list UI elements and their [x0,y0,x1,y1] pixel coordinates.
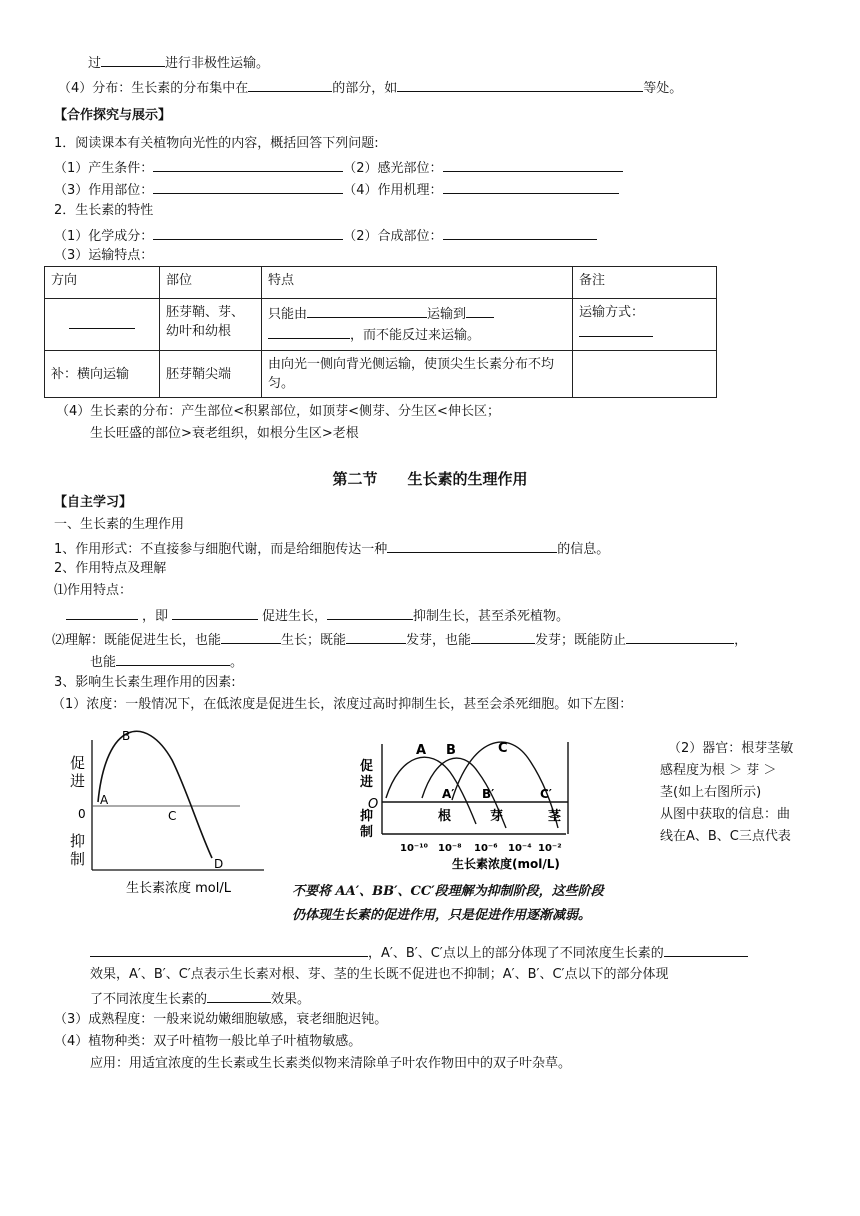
text: （2）合成部位： [343,229,443,244]
text: （1）化学成分： [54,229,154,244]
table-header: 部位 [160,267,262,299]
species-line: （4）植物种类：双子叶植物一般比单子叶植物敏感。 [54,1034,362,1049]
text: 效果。 [271,992,311,1007]
series-label-root: 根 [438,809,452,824]
y-label-inhibit-1: 抑 [360,809,374,824]
text: ，而不能反过来运输。 [350,328,481,343]
heading-self-study: 【自主学习】 [54,495,133,510]
curve-root [386,757,476,824]
text: 生长；既能 [281,633,347,648]
blank[interactable] [90,942,368,957]
q1-row1 [54,157,623,178]
curve [98,731,212,858]
table-cell: 胚芽鞘尖端 [160,351,262,398]
table-cell: 由向光一侧向背光侧运输，使顶尖生长素分布不均匀。 [262,351,573,398]
distribution-line1: （4）生长素的分布：产生部位<积累部位，如顶芽<侧芽、分生区<伸长区； [56,404,500,419]
peak-label-c: C [498,741,508,756]
point-label-d: D [214,857,224,871]
series-label-stem: 茎 [548,809,562,824]
x-tick: 10⁻¹⁰ [400,843,428,854]
s3-heading: 3、影响生长素生理作用的因素: [54,675,236,690]
q2-row2: （3）运输特点： [54,248,154,263]
blank[interactable] [69,314,135,329]
line-distribution [58,77,682,98]
text: 发芽；既能防止 [535,633,627,648]
y-label-promote-1: 促 [360,759,374,774]
zero-label-b: B′ [482,787,495,801]
blank[interactable] [626,629,734,644]
distribution-line2: 生长旺盛的部位>衰老组织，如根分生区>老根 [90,426,359,441]
text: （4）作用机理： [343,183,443,198]
blank[interactable] [207,988,271,1003]
blank[interactable] [466,303,494,318]
text: 的信息。 [557,542,610,557]
text: 1、作用形式：不直接参与细胞代谢，而是给细胞传达一种 [54,542,388,557]
explain-line3 [90,988,310,1009]
blank[interactable] [346,629,406,644]
s1-form [54,538,609,559]
text: 了不同浓度生长素的 [90,992,208,1007]
blank[interactable] [153,157,343,172]
left-chart [64,720,276,900]
y-label-promote-2: 进 [360,775,374,790]
table-header-row [45,267,717,299]
zero-label-a: A′ [442,787,455,801]
text: ， [734,633,748,648]
organ-line3: 茎(如上右图所示) [660,785,762,800]
text: 运输到 [427,307,467,322]
x-tick: 10⁻² [538,843,562,854]
text: 等处。 [643,81,683,96]
table-cell: 胚芽鞘、芽、幼叶和幼根 [160,299,262,351]
blank[interactable] [153,179,343,194]
text: 抑制生长，甚至杀死植物。 [413,609,570,624]
explain-line2: 效果，A′、B′、C′点表示生长素对根、芽、茎的生长既不促进也不抑制；A′、B′、C′点以下的部分体现 [90,967,669,982]
x-tick: 10⁻⁴ [508,843,532,854]
blank[interactable] [664,942,748,957]
organ-line5: 线在A、B、C三点代表 [660,829,791,844]
text: 进行非极性运输。 [165,56,270,71]
q1-row2 [54,179,619,200]
table-header: 方向 [45,267,160,299]
text: 。 [230,655,244,670]
y-label-inhibit-2: 制 [70,850,86,868]
blank[interactable] [443,179,619,194]
organ-line1: （2）器官：根芽茎敏 [668,741,794,756]
text: 促进生长， [262,609,328,624]
x-tick: 10⁻⁶ [474,843,498,854]
origin-label: O [368,797,379,812]
blank[interactable] [443,157,623,172]
text: （3）作用部位： [54,183,154,198]
question-1: 1．阅读课本有关植物向光性的内容，概括回答下列问题: [54,136,379,151]
s1-heading: 一、生长素的生理作用 [54,517,185,532]
s1-features: 2、作用特点及理解 [54,561,167,576]
line-transport [88,52,269,73]
heading-cooperation: 【合作探究与展示】 [54,108,172,123]
text: ，即 [142,609,169,624]
text: （1）产生条件： [54,161,154,176]
series-label-bud: 芽 [490,809,504,824]
text: （2）感光部位： [343,161,443,176]
table-row [45,299,717,351]
table-header: 特点 [262,267,573,299]
blank[interactable] [579,322,653,337]
zero-label: 0 [78,807,86,821]
table-row [45,351,717,398]
point-label-a: A [100,793,109,807]
text: 过 [88,56,102,71]
y-label-promote-2: 进 [70,772,86,790]
note-line2: 仍体现生长素的促进作用，只是促进作用逐渐减弱。 [292,908,592,923]
maturity-line: （3）成熟程度：一般来说幼嫩细胞敏感，衰老细胞迟钝。 [54,1012,388,1027]
q2-row1 [54,225,597,246]
question-2: 2．生长素的特性 [54,203,154,218]
text: 只能由 [268,307,308,322]
explain-line1 [90,942,748,963]
text: 的部分，如 [332,81,398,96]
blank[interactable] [443,225,597,240]
blank[interactable] [397,77,643,92]
x-tick: 10⁻⁸ [438,843,462,854]
blank[interactable] [116,651,230,666]
text: 也能 [90,655,117,670]
table-cell: 补：横向运输 [45,351,160,398]
organ-line4: 从图中获取的信息：曲 [660,807,791,822]
zero-label-c: C′ [540,787,552,801]
text: 发芽，也能 [406,633,472,648]
blank[interactable] [153,225,343,240]
blank[interactable] [327,605,413,620]
peak-label-a: A [416,743,427,758]
blank[interactable] [471,629,535,644]
organ-line2: 感程度为根 ＞ 芽 ＞ [660,763,777,778]
feature-blanks [66,605,569,626]
blank[interactable] [248,77,332,92]
table-cell [573,351,717,398]
blank[interactable] [66,605,138,620]
peak-label-b: B [446,743,456,758]
blank[interactable] [172,605,258,620]
y-label-inhibit-2: 制 [360,825,374,840]
text: （4）分布：生长素的分布集中在 [58,81,249,96]
right-chart [356,724,578,874]
y-label-inhibit-1: 抑 [70,832,86,850]
blank[interactable] [221,629,281,644]
point-label-b: B [122,729,131,743]
text: ，A′、B′、C′点以上的部分体现了不同浓度生长素的 [368,946,664,961]
table-cell [573,299,717,351]
blank[interactable] [268,324,350,339]
x-label: 生长素浓度(mol/L) [452,857,560,871]
table-cell [262,299,573,351]
transport-table [44,266,717,398]
x-label: 生长素浓度 mol/L [126,881,231,896]
y-label-promote-1: 促 [70,754,86,772]
text: 运输方式： [579,305,645,320]
blank[interactable] [101,52,165,67]
understanding-line2 [90,651,243,672]
s3-concentration: （1）浓度：一般情况下，在低浓度是促进生长，浓度过高时抑制生长，甚至会杀死细胞。如下左图： [52,697,633,712]
section-title: 第二节 生长素的生理作用 [332,470,528,488]
table-cell [45,299,160,351]
application-line: 应用：用适宜浓度的生长素或生长素类似物来清除单子叶农作物田中的双子叶杂草。 [90,1056,572,1071]
blank[interactable] [307,303,427,318]
s1-features-sub: ⑴作用特点： [54,583,133,598]
text: ⑵理解：既能促进生长，也能 [52,633,222,648]
note-line1: 不要将 AA′、BB′、CC′段理解为抑制阶段，这些阶段 [292,884,604,899]
blank[interactable] [387,538,557,553]
understanding-line1 [52,629,747,650]
table-header: 备注 [573,267,717,299]
point-label-c: C [168,809,177,823]
